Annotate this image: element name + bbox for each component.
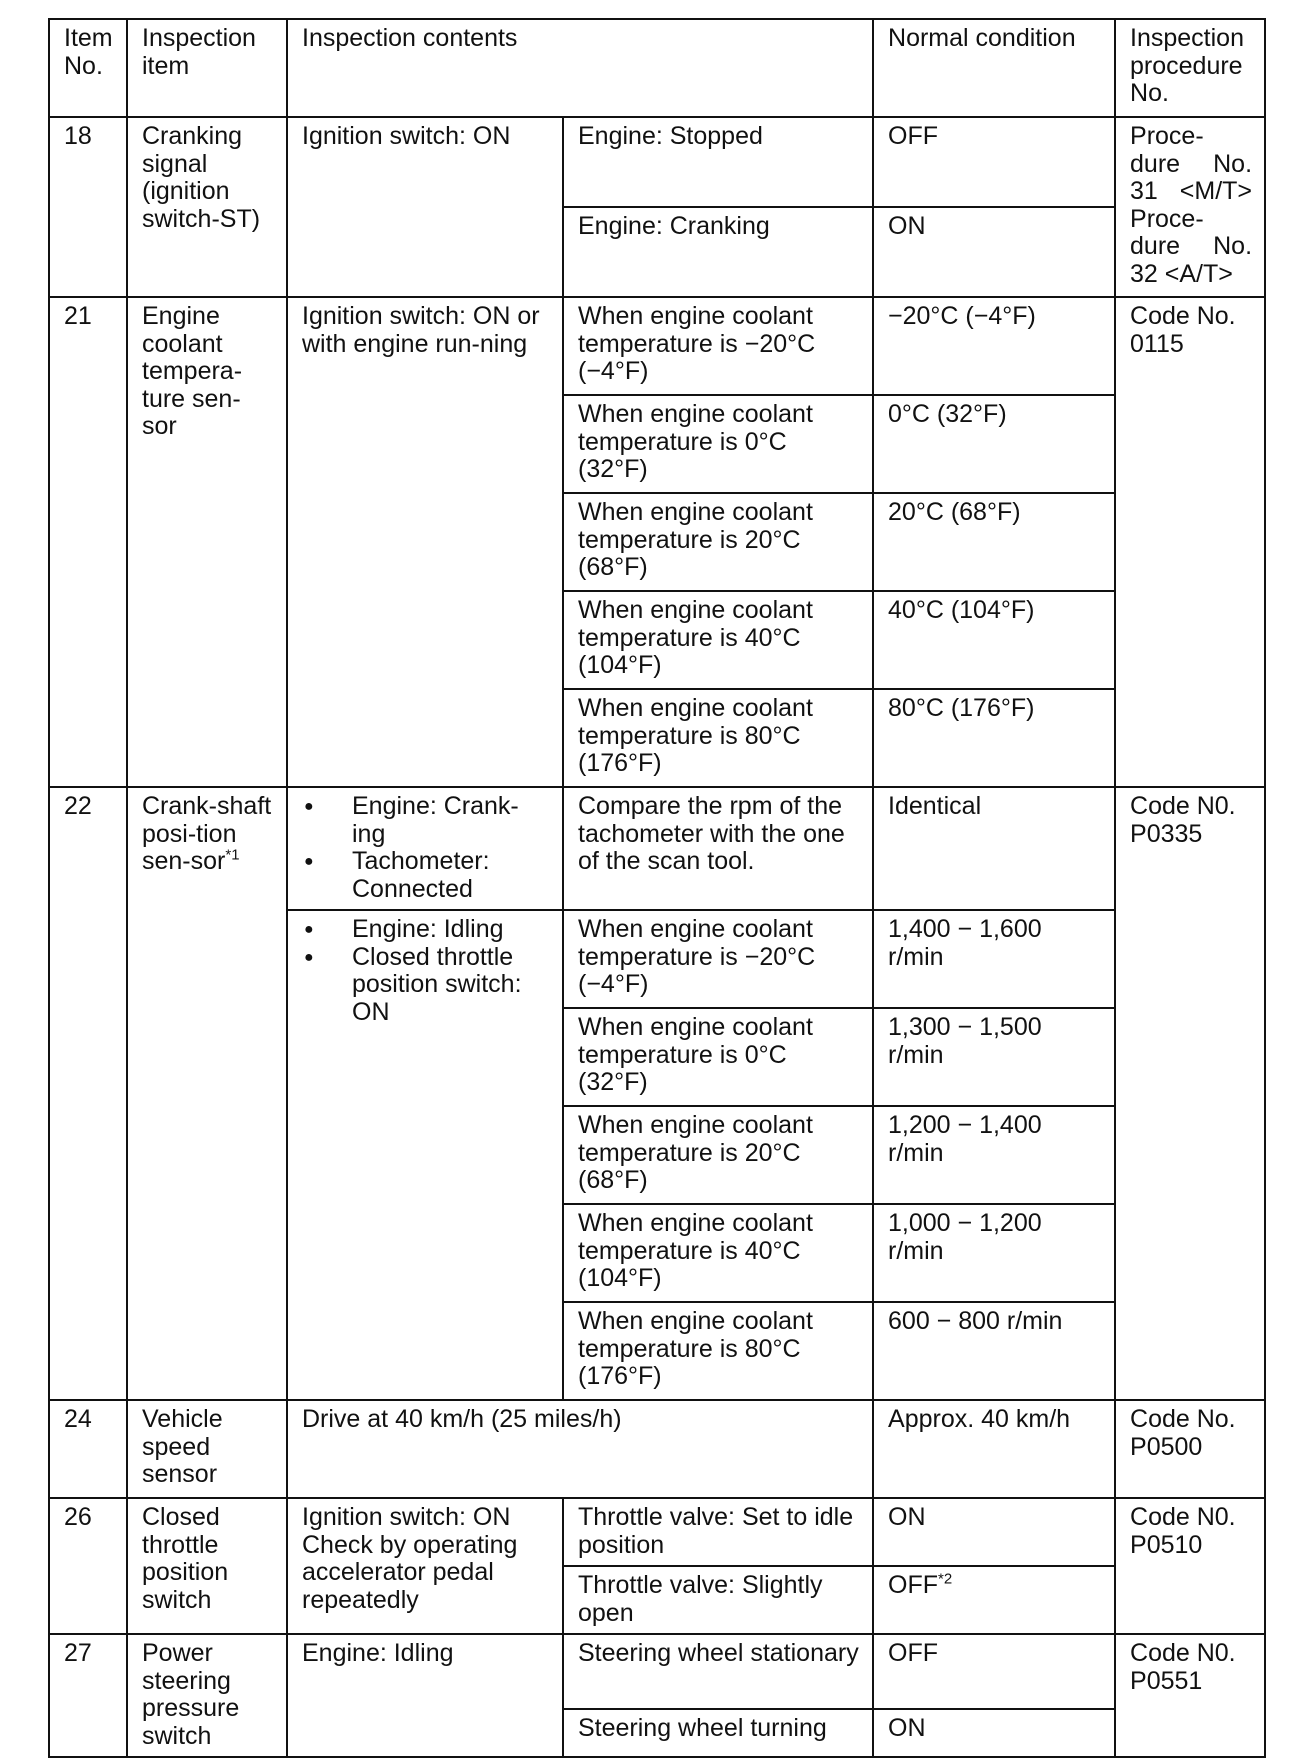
header-inspection-contents: Inspection contents: [287, 19, 873, 117]
inspection-state: When engine coolant temperature is −20°C (−4°F): [563, 910, 873, 1008]
inspection-item: Engine coolant tempera-ture sen-sor: [127, 297, 287, 787]
footnote-mark: *2: [938, 1570, 953, 1588]
inspection-item-text: Crank-shaft posi-tion sen-sor: [142, 792, 272, 875]
inspection-condition: Ignition switch: ON: [287, 117, 563, 297]
header-row: [49, 19, 1265, 117]
condition-item: ● Closed throttle position switch: ON: [302, 944, 550, 1027]
table-row: [49, 787, 1265, 910]
table-row: [49, 1498, 1265, 1566]
footnote-mark: *1: [225, 846, 240, 864]
table-row: [49, 117, 1265, 207]
inspection-state: Compare the rpm of the tachometer with the one of the scan tool.: [563, 787, 873, 910]
header-inspection-item: Inspection item: [127, 19, 287, 117]
inspection-item: [127, 787, 287, 1400]
inspection-condition: Drive at 40 km/h (25 miles/h): [287, 1400, 873, 1498]
inspection-condition: [287, 787, 563, 910]
inspection-state: When engine coolant temperature is 40°C (104°F): [563, 1204, 873, 1302]
procedure-no: Code N0. P0551: [1115, 1634, 1265, 1757]
table-row: [49, 1634, 1265, 1709]
procedure-no: Code No. P0500: [1115, 1400, 1265, 1498]
normal-condition: ON: [873, 207, 1115, 297]
item-no: 24: [49, 1400, 127, 1498]
inspection-condition: Ignition switch: ON or with engine run-ning: [287, 297, 563, 787]
condition-item: ● Engine: Crank-ing: [302, 793, 550, 848]
normal-condition: OFF: [873, 1634, 1115, 1709]
inspection-state: When engine coolant temperature is 80°C (176°F): [563, 689, 873, 787]
inspection-state: Steering wheel turning: [563, 1709, 873, 1757]
item-no: 27: [49, 1634, 127, 1757]
normal-condition: 1,300 − 1,500 r/min: [873, 1008, 1115, 1106]
normal-condition: 80°C (176°F): [873, 689, 1115, 787]
header-procedure-no: Inspection procedure No.: [1115, 19, 1265, 117]
inspection-table: [48, 18, 1266, 1758]
condition-item: ● Tachometer: Connected: [302, 848, 550, 903]
normal-condition: 0°C (32°F): [873, 395, 1115, 493]
inspection-item: Closed throttle position switch: [127, 1498, 287, 1634]
normal-condition: OFF: [873, 117, 1115, 207]
item-no: 21: [49, 297, 127, 787]
inspection-item: Vehicle speed sensor: [127, 1400, 287, 1498]
normal-condition: 1,400 − 1,600 r/min: [873, 910, 1115, 1008]
normal-condition: [873, 1566, 1115, 1634]
inspection-state: When engine coolant temperature is 20°C (68°F): [563, 1106, 873, 1204]
normal-condition: Approx. 40 km/h: [873, 1400, 1115, 1498]
table-row: [49, 1400, 1265, 1498]
item-no: 22: [49, 787, 127, 1400]
inspection-state: When engine coolant temperature is 0°C (32°F): [563, 395, 873, 493]
inspection-state: Steering wheel stationary: [563, 1634, 873, 1709]
normal-condition: ON: [873, 1709, 1115, 1757]
header-item-no: Item No.: [49, 19, 127, 117]
normal-condition: −20°C (−4°F): [873, 297, 1115, 395]
inspection-state: Engine: Stopped: [563, 117, 873, 207]
normal-condition: ON: [873, 1498, 1115, 1566]
item-no: 26: [49, 1498, 127, 1634]
normal-condition: 20°C (68°F): [873, 493, 1115, 591]
inspection-condition: [287, 910, 563, 1400]
inspection-state: When engine coolant temperature is 80°C (176°F): [563, 1302, 873, 1400]
inspection-state: When engine coolant temperature is 40°C (104°F): [563, 591, 873, 689]
procedure-no: Code N0. P0335: [1115, 787, 1265, 1400]
inspection-state: When engine coolant temperature is 0°C (32°F): [563, 1008, 873, 1106]
inspection-state: When engine coolant temperature is 20°C (68°F): [563, 493, 873, 591]
inspection-state: Engine: Cranking: [563, 207, 873, 297]
condition-item: ● Engine: Idling: [302, 916, 550, 944]
normal-condition: 600 − 800 r/min: [873, 1302, 1115, 1400]
item-no: 18: [49, 117, 127, 297]
normal-condition: 1,200 − 1,400 r/min: [873, 1106, 1115, 1204]
inspection-condition: Engine: Idling: [287, 1634, 563, 1757]
normal-condition-text: OFF: [888, 1571, 939, 1599]
inspection-state: When engine coolant temperature is −20°C (−4°F): [563, 297, 873, 395]
normal-condition: 40°C (104°F): [873, 591, 1115, 689]
procedure-no: Proce-dure No. 31 <M/T> Proce-dure No. 32 <A/T>: [1115, 117, 1265, 297]
condition-list: [302, 916, 550, 1026]
inspection-item: Cranking signal (ignition switch-ST): [127, 117, 287, 297]
inspection-state: Throttle valve: Slightly open: [563, 1566, 873, 1634]
inspection-state: Throttle valve: Set to idle position: [563, 1498, 873, 1566]
inspection-condition: Ignition switch: ON Check by operating accelerator pedal repeatedly: [287, 1498, 563, 1634]
inspection-item: Power steering pressure switch: [127, 1634, 287, 1757]
condition-list: [302, 793, 550, 903]
header-normal-condition: Normal condition: [873, 19, 1115, 117]
table-row: [49, 297, 1265, 395]
procedure-no: Code No. 0115: [1115, 297, 1265, 787]
procedure-no: Code N0. P0510: [1115, 1498, 1265, 1634]
normal-condition: 1,000 − 1,200 r/min: [873, 1204, 1115, 1302]
normal-condition: Identical: [873, 787, 1115, 910]
